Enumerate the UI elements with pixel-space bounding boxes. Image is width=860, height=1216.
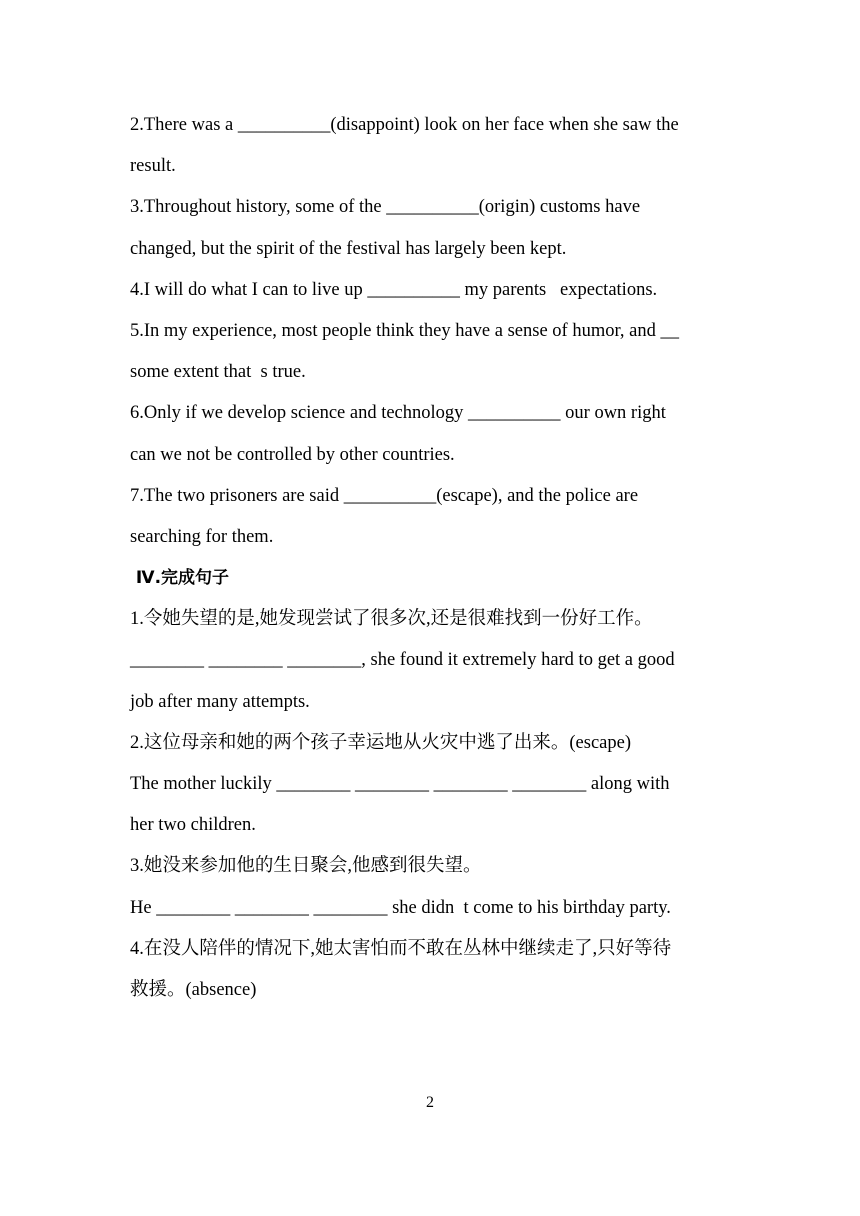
- s3-english: He ________ ________ ________ she didn t come to his birthday party.: [130, 897, 671, 918]
- s1-english-line-1: ________ ________ ________, she found it extremely hard to get a good: [130, 650, 675, 671]
- q5-line-1: 5.In my experience, most people think they have a sense of humor, and __: [130, 320, 679, 341]
- q7-line-1: 7.The two prisoners are said __________(escape), and the police are: [130, 485, 639, 506]
- page-number: 2: [426, 1094, 434, 1111]
- s2-chinese: 2.这位母亲和她的两个孩子幸运地从火灾中逃了出来。(escape): [130, 732, 631, 753]
- q3-line-2: changed, but the spirit of the festival has largely been kept.: [130, 238, 567, 259]
- q5-line-2: some extent that s true.: [130, 362, 306, 383]
- s4-chinese-line-2: 救援。(absence): [130, 979, 257, 1000]
- s4-chinese-line-1: 4.在没人陪伴的情况下,她太害怕而不敢在丛林中继续走了,只好等待: [130, 938, 672, 959]
- q7-line-2: searching for them.: [130, 526, 274, 547]
- s1-chinese: 1.令她失望的是,她发现尝试了很多次,还是很难找到一份好工作。: [130, 609, 653, 630]
- q2-line-1: 2.There was a __________(disappoint) look on her face when she saw the: [130, 115, 679, 135]
- q6-line-1: 6.Only if we develop science and technology __________ our own right: [130, 403, 666, 424]
- s3-chinese: 3.她没来参加他的生日聚会,他感到很失望。: [130, 856, 482, 877]
- section-heading-iv: Ⅳ.完成句子: [130, 568, 230, 589]
- s1-english-line-2: job after many attempts.: [130, 691, 310, 712]
- q2-line-2: result.: [130, 156, 176, 177]
- q3-line-1: 3.Throughout history, some of the __________(origin) customs have: [130, 197, 641, 218]
- s2-english-line-1: The mother luckily ________ ________ ________ ________ along with: [130, 774, 670, 794]
- page-content: [130, 105, 735, 1011]
- s2-english-line-2: her two children.: [130, 815, 256, 836]
- q4-line-1: 4.I will do what I can to live up __________ my parents expectations.: [130, 279, 658, 300]
- q6-line-2: can we not be controlled by other countries.: [130, 444, 455, 465]
